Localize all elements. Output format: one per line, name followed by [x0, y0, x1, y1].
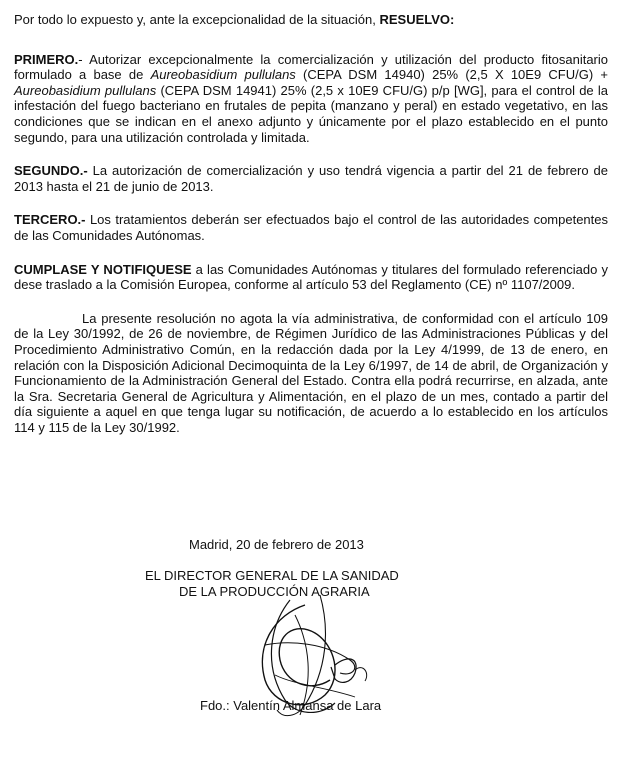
tercero-text: Los tratamientos deberán ser efectuados bajo el control de las autoridades competentes de las Comunidades Autónomas. — [14, 212, 608, 243]
primero-heading: PRIMERO. — [14, 51, 79, 67]
segundo-text: La autorización de comercialización y uso tendrá vigencia a partir del 21 de febrero de 2013 hasta el 21 de junio de 2013. — [14, 163, 608, 194]
intro-paragraph — [14, 12, 608, 28]
intro-text: Por todo lo expuesto y, ante la excepcionalidad de la situación, — [14, 12, 376, 27]
signatory-title-line-1: EL DIRECTOR GENERAL DE LA SANIDAD — [145, 568, 399, 583]
cumplase-heading: CUMPLASE Y NOTIFIQUESE — [14, 261, 192, 277]
primero-paragraph — [14, 52, 608, 146]
signatory-title-line-2: DE LA PRODUCCIÓN AGRARIA — [179, 583, 370, 599]
tercero-heading: TERCERO.- — [14, 212, 86, 228]
segundo-paragraph — [14, 163, 608, 194]
primero-text-1: - Autorizar excepcionalmente la comercialización y utilización del producto fitosanitario formulado a base de — [14, 51, 608, 83]
segundo-heading: SEGUNDO.- — [14, 163, 88, 179]
primero-text-3: (CEPA DSM 14941) 25% (2,5 x 10E9 CFU/G) p/p [WG], para el control de la infestación del fuego bacteriano en frutales de pepita (manzano y peral) en estado vegetativo, en las condiciones que se indican en el anexo adjunto y únicamente por el plazo establecido en el punto segundo, para una utilización controlada y limitada. — [14, 82, 608, 145]
recurso-paragraph: La presente resolución no agota la vía administrativa, de conformidad con el artículo 109 de la Ley 30/1992, de 26 de noviembre, de Régimen Jurídico de las Administraciones Públicas y del Procedimiento Administrativo Común, en la redacción dada por la Ley 4/1999, de 13 de enero, en relación con la Disposición Adicional Decimoquinta de la Ley 6/1997, de 14 de abril, de Organización y Funcionamiento de la Administración General del Estado. Contra ella podrá recurrirse, en alzada, ante la Sra. Secretaria General de Agricultura y Alimentación, en el plazo de un mes, contado a partir del día siguiente a aquel en que tenga lugar su notificación, de acuerdo a lo establecido en los artículos 114 y 115 de la Ley 30/1992. — [14, 310, 608, 435]
document-body — [14, 12, 608, 435]
tercero-paragraph — [14, 212, 608, 243]
place-date: Madrid, 20 de febrero de 2013 — [189, 537, 364, 552]
cumplase-paragraph — [14, 262, 608, 293]
signature-name: Fdo.: Valentín Almansa de Lara — [200, 698, 382, 713]
resuelvo-heading: RESUELVO: — [379, 12, 455, 27]
cumplase-text: a las Comunidades Autónomas y titulares del formulado referenciado y dese traslado a la Comisión Europea, conforme al artículo 53 del Reglamento (CE) nº 1107/2009. — [14, 261, 608, 293]
species-name-1: Aureobasidium pullulans — [150, 67, 296, 83]
primero-text-2: (CEPA DSM 14940) 25% (2,5 X 10E9 CFU/G) + — [295, 67, 608, 83]
species-name-2: Aureobasidium pullulans — [14, 82, 157, 98]
